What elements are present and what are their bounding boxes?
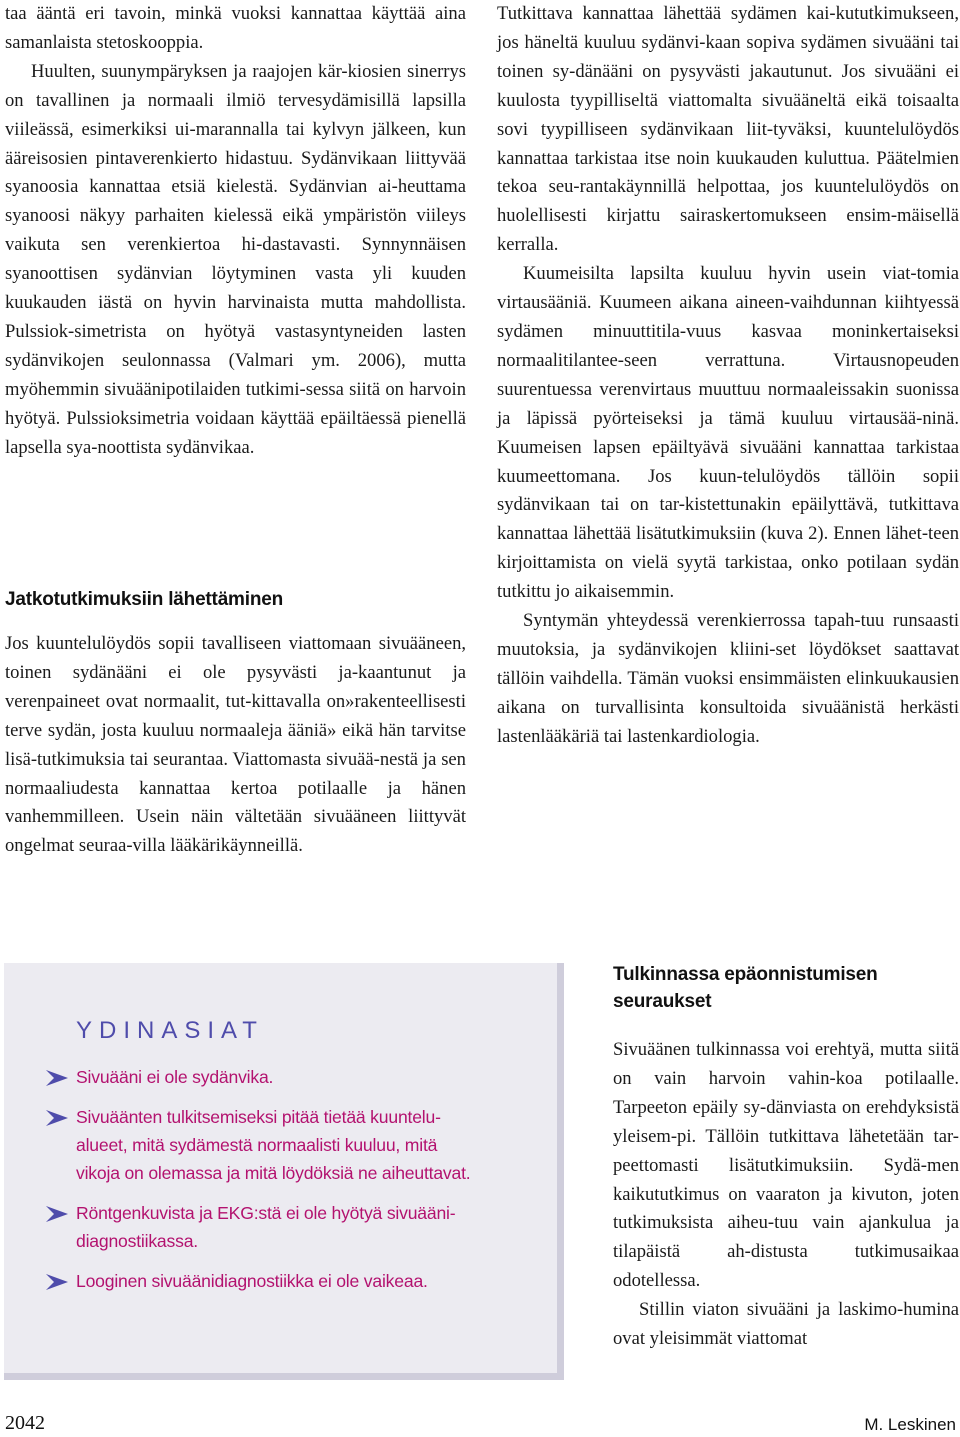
referral-paragraph (5, 630, 466, 861)
arrow-bullet-icon (46, 1274, 68, 1290)
text-line: kaantunut ja verenpaineet ovat normaalit, tut- (5, 661, 466, 712)
text-line: marannalla tai kylvyn jälkeen, kun ääreisosien (5, 118, 466, 169)
text-line: men kaikututkimus on vaaraton ja (613, 1154, 959, 1205)
text-line: vaihdunnan kiihtyessä sydämen minuuttitila- (497, 292, 960, 342)
text-line: dänääni on pysyvästi jakautunut. Jos sivuääni (575, 60, 937, 82)
summary-item (46, 1199, 546, 1255)
text-line: potilaan sydän tutkittu jo aikaisemmin. (497, 552, 960, 603)
page-number: 2042 (5, 1412, 45, 1434)
text-line: ympäristön viileys vaikuta sen verenkiertoa hi- (5, 205, 466, 256)
text-line: kannattaa tarkistaa kuumeettomana. Jos kuun- (497, 436, 960, 487)
text-line: Stillin viaton sivuääni ja laskimo- (639, 1299, 904, 1321)
text-line: pi. Tällöin tutkittava lähetetään tar- (677, 1125, 959, 1147)
arrow-bullet-icon (46, 1206, 68, 1222)
text-line: tuu runsaasti muutoksia, ja sydänvikojen kliini- (497, 610, 959, 660)
summary-list (46, 1063, 546, 1307)
summary-item-line: alueet, mitä sydämestä normaalisti kuuluu, mitä (76, 1135, 438, 1155)
text-line: sivuääneen, toinen sydänääni ei ole pysyvästi ja- (5, 633, 467, 683)
text-line: heuttama syanoosi näkyy parhaiten kielessä eikä (5, 176, 466, 227)
text-line: voidaan käyttää epäiltäessä pienellä lapsella sya- (5, 407, 466, 458)
text-line: nestä ja sen normaaliudesta kannattaa kertoa (5, 748, 466, 799)
arrow-bullet-icon (46, 1070, 68, 1086)
text-line: taa ääntä eri tavoin, minkä vuoksi kannattaa (5, 3, 362, 24)
text-line: villa lääkärikäynneillä. (132, 835, 303, 857)
sidebar-text (613, 1036, 959, 1354)
left-paragraph-1 (5, 0, 466, 58)
text-line: sessa siitä on harvoin hyötyä. Pulssioksimetria (5, 378, 466, 429)
text-line: kaan sopiva sydämen sivuääni tai toinen sy- (497, 31, 959, 82)
summary-item (46, 1103, 546, 1187)
text-line: rantakäynnillä helpottaa, jos kuuntelulöydös on (579, 176, 959, 198)
sidebar-paragraph-1 (613, 1036, 959, 1296)
text-line: tomia virtausääniä. Kuumeen aikana aineen- (497, 263, 959, 314)
text-line: kivuton, joten tutkimuksista aiheu- (613, 1183, 959, 1234)
text-line: kiosien sinerrys on tavallinen ja normaali ilmiö (5, 60, 466, 111)
text-line: kututkimukseen, jos häneltä kuuluu sydänvi- (497, 3, 959, 53)
text-line: lähettää lisätutkimuksiin (kuva 2). Ennen lähet- (573, 523, 929, 545)
text-line: verenvirtaus muuttuu normaaleissakin suonissa (599, 378, 959, 400)
text-line: humina ovat yleisimmät viattomat (613, 1299, 959, 1350)
summary-title: YDINASIAT (76, 1017, 264, 1044)
text-line: vältetään sivuääneen liittyvät ongelmat seuraa- (5, 806, 466, 857)
text-line: distusta tutkimusaikaa odotellessa. (613, 1241, 959, 1292)
text-line: Sivuäänen tulkinnassa voi erehtyä, (613, 1039, 875, 1060)
summary-item-line: Looginen sivuäänidiagnostiikka ei ole vaikeaa. (76, 1271, 428, 1291)
text-line: eikä toisaalta sovi tyypilliseen sydänvikaan liit- (497, 89, 959, 140)
text-line: ja läpissä pyörteiseksi ja tämä kuuluu virtausää- (497, 407, 923, 429)
summary-item (46, 1267, 546, 1295)
right-column (497, 0, 959, 752)
text-line: Kuumeisilta lapsilta kuuluu hyvin usein viat- (523, 263, 917, 285)
text-line: Syntymän yhteydessä verenkierrossa tapah- (523, 610, 861, 632)
summary-item (46, 1063, 546, 1091)
text-line: kuuluu normaaleja ääniä» eikä hän tarvitse lisä- (5, 719, 466, 770)
text-line: tyväksi, kuuntelulöydös kannattaa tarkistaa itse (497, 118, 959, 169)
text-line: koa potilaalle. Tarpeeton epäily sy- (613, 1067, 959, 1118)
right-paragraph-3 (497, 607, 959, 752)
text-line: potilaalle ja hänen vanhemmilleen. Usein näin (5, 777, 467, 828)
text-line: noottista sydänvikaa. (97, 436, 255, 458)
summary-box (4, 963, 564, 1380)
heading-line: seuraukset (613, 991, 712, 1012)
text-line: Jos kuuntelulöydös sopii tavalliseen viattomaan (5, 633, 372, 654)
summary-item-line: Röntgenkuvista ja EKG:stä ei ole hyötyä sivuääni- (76, 1203, 456, 1223)
text-line: sydänvikojen seulonnassa (Valmari ym. 2006), (5, 349, 406, 371)
text-line: set löydökset saattavat tällöin vaihdella. Tämän (497, 638, 959, 689)
text-line: kistettunakin epäilyttävä, tutkittava kannattaa (497, 494, 959, 545)
text-line: Tutkittava kannattaa lähettää sydämen kai- (497, 3, 836, 24)
left-column (5, 0, 466, 463)
section-heading-referral: Jatkotutkimuksiin lähettäminen (5, 589, 284, 610)
text-line: mutta siitä on vain harvoin vahin- (613, 1039, 959, 1089)
text-line: ei kuulosta tyypilliseltä viattomalta sivuääneltä (497, 60, 959, 111)
text-line: Huulten, suunympäryksen ja raajojen kär- (31, 60, 348, 82)
text-line: vuoksi ensimmäisten elinkuukausien aikana on (497, 667, 959, 718)
text-line: tutkimuksia tai seurantaa. Viattomasta sivuää- (37, 748, 380, 770)
text-line: seen verrattuna. Virtausnopeuden suurentuessa (497, 349, 959, 400)
text-line: tervesydämisillä lapsilla viileässä, esimerkiksi ui- (5, 89, 467, 140)
sidebar-paragraph-2 (613, 1296, 959, 1354)
text-line: pintaverenkierto hidastuu. Sydänvikaan liittyvää (95, 147, 466, 169)
summary-item-line: Sivuäänten tulkitsemiseksi pitää tietää kuuntelu- (76, 1107, 441, 1127)
text-line: mutta myöhemmin sivuäänipotilaiden tutkimi- (5, 349, 466, 400)
text-line: löytyminen vasta yli kuuden kuukauden iästä on (5, 263, 467, 314)
text-line: simetrista on hyötyä vastasyntyneiden lasten (74, 320, 466, 342)
text-line: dänviasta on erehdyksistä yleisem- (613, 1096, 959, 1147)
text-line: kittavalla on»rakenteellisesti terve sydän, josta (5, 690, 466, 741)
sidebar-heading (613, 961, 959, 1015)
left-column-referral (5, 630, 466, 861)
text-line: syanoosia kannattaa etsiä kielestä. Sydänvian ai- (5, 176, 398, 198)
text-line: dastavasti. Synnynnäisen syanoottisen sydänvian (5, 234, 466, 285)
summary-item-line: Sivuääni ei ole sydänvika. (76, 1067, 274, 1087)
text-line: vuus kasvaa moninkertaiseksi normaalitilantee- (497, 320, 960, 371)
text-line: peettomasti lisätutkimuksiin. Sydä- (613, 1154, 927, 1176)
text-line: mäisellä kerralla. (497, 205, 959, 256)
left-paragraph-2 (5, 58, 466, 463)
text-line: hyvin harvinaista mutta mahdollista. Pulssiok- (5, 292, 466, 342)
text-line: käyttää aina samanlaista stetoskooppia. (5, 3, 466, 53)
text-line: ninä. Kuumeisen lapsen epäiltyävä sivuääni (497, 407, 959, 458)
text-line: lastenlääkäriä tai lastenkardiologia. (497, 725, 760, 747)
arrow-bullet-icon (46, 1110, 68, 1126)
heading-line: Tulkinnassa epäonnistumisen (613, 964, 878, 985)
right-paragraph-2 (497, 260, 959, 607)
text-line: telulöydös tällöin sopii sydänvikaan tai on tar- (497, 465, 959, 516)
text-line: huolellisesti kirjattu sairaskertomukseen ensim- (497, 205, 898, 227)
text-line: teen kirjoittamista on vielä syytä tarkistaa, onko (497, 523, 959, 574)
text-line: noin kuukauden kuluttua. Päätelmien tekoa seu- (497, 147, 959, 198)
author-name: M. Leskinen (864, 1415, 956, 1434)
text-line: tuu vain ajankulua ja tilapäistä ah- (613, 1212, 960, 1263)
summary-item-line: diagnostiikassa. (76, 1231, 198, 1251)
right-paragraph-1 (497, 0, 959, 260)
text-line: turvallisinta konsultoida sivuäänistä herkästi (595, 696, 959, 718)
summary-item-line: vikoja on olemassa ja mitä löydöksiä ne aiheuttavat. (76, 1163, 471, 1183)
